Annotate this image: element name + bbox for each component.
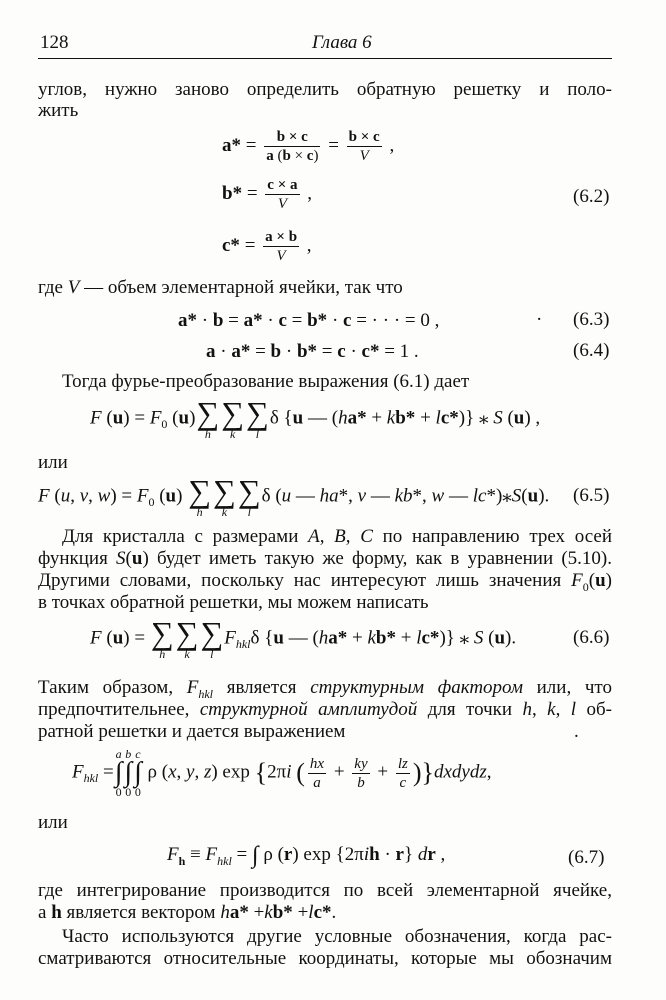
equation-orthogonality: a* · b = a* · c = b* · c = · · · = 0 , xyxy=(178,310,440,331)
paragraph-line: Тогда фурье-преобразование выражения (6.1) дает xyxy=(62,371,470,392)
equation-structure-sum: F (u) = ∑ h ∑ k ∑ l $F_{hkl}\delta$ {u — (ha* + kb* + lc*)} ⁎ S (u). xyxy=(90,615,517,661)
dot-mark: . xyxy=(574,721,579,742)
paragraph-line: предпочтительнее, структурной амплитудой для точки h, k, l об- xyxy=(38,699,612,720)
equation-number: (6.2) xyxy=(573,186,610,207)
paragraph-line: а h является вектором ha* +kb* +lc*. xyxy=(38,902,337,923)
equation-c-star: c* = $\frac{a \times b}{V}$ , xyxy=(222,229,312,264)
paragraph-line: где V — объем элементарной ячейки, так что xyxy=(38,277,403,298)
equation-fourier-components: F (u, v, $w) = F_0$ (u) ∑ h ∑ k ∑ l δ (u — ha*, v — kb*, w — lc*)⁎S(u). xyxy=(38,473,550,519)
paragraph-line: функция S(u) будет иметь такую же форму, как в уравнении (5.10). xyxy=(38,548,612,569)
paragraph-line: или xyxy=(38,452,68,473)
paragraph-line: в точках обратной решетки, мы можем написать xyxy=(38,592,429,613)
paragraph-line: Для кристалла с размерами A, B, C по направлению трех осей xyxy=(62,526,613,547)
equation-a-star: a* = $\frac{b \times c}{a (b \times c)}$ = $\frac{b \times c}{V}$ , xyxy=(222,129,395,164)
paragraph-line: жить xyxy=(38,100,79,121)
equation-number: (6.3) xyxy=(573,309,610,330)
paragraph-line: где интегрирование производится по всей элементарной ячейке, xyxy=(38,880,612,901)
paragraph-line: Таким образом, $F_{hkl}$ является структурным фактором или, что xyxy=(38,677,612,701)
equation-structure-vector: $F_h \equiv F_{hkl}$ = ∫ ρ (r) exp {2πih · r} dr , xyxy=(167,842,446,869)
paragraph-line: или xyxy=(38,812,68,833)
paragraph-line: сматриваются относительные координаты, которые мы обозначим xyxy=(38,948,612,969)
equation-normalization: a · a* = b · b* = c · c* = 1 . xyxy=(206,341,419,362)
header-rule xyxy=(38,58,612,59)
equation-number: (6.6) xyxy=(573,627,610,648)
paragraph-line: углов, нужно заново определить обратную решетку и поло- xyxy=(38,79,612,100)
paragraph-line: Часто используются другие условные обозначения, когда рас- xyxy=(62,926,612,947)
equation-number: (6.7) xyxy=(568,847,605,868)
equation-structure-integral: $F_{hkl}$ = a ∫ 0 b ∫ 0 c ∫ 0 ρ (x, y, z) exp {2πi ( $\frac{hx}{a}$ + $\frac{ky}{b}$ + $\frac{lz}{c}$ )}dxdydz, xyxy=(72,747,492,799)
dot-mark: · xyxy=(536,309,543,330)
page-number: 128 xyxy=(40,32,69,53)
equation-b-star: b* = $\frac{c \times a}{V}$ , xyxy=(222,177,313,212)
equation-fourier-transform: F $(u) = F_0$ (u) ∑ h ∑ k ∑ l δ {u — (ha* + kb* + lc*)} ⁎ S (u) , xyxy=(90,395,541,441)
chapter-title: Глава 6 xyxy=(312,32,372,53)
equation-number: (6.5) xyxy=(573,485,610,506)
paragraph-line: Другими словами, поскольку нас интересуют лишь значения $F_0(u)$ xyxy=(38,570,612,594)
paragraph-line: ратной решетки и дается выражением xyxy=(38,721,346,742)
equation-number: (6.4) xyxy=(573,340,610,361)
